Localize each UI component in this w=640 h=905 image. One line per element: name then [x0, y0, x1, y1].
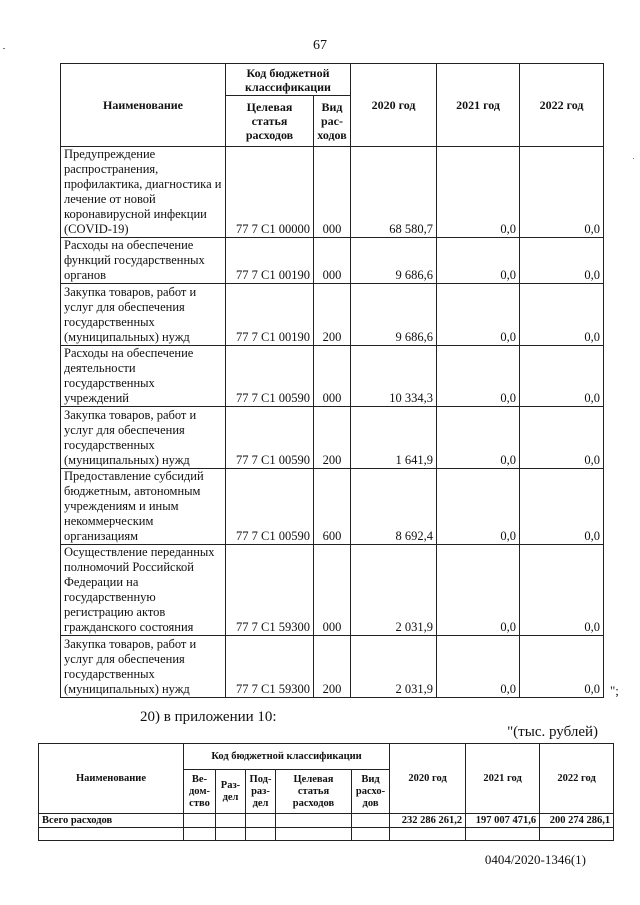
row-name: Осуществление переданных полномочий Российской Федерации на государственную регистрацию актов гражданского состояния — [61, 545, 226, 636]
row-kind: 200 — [314, 407, 351, 469]
table-row-total — [39, 814, 614, 828]
table-row — [61, 284, 604, 346]
header-2020: 2020 год — [390, 744, 466, 814]
table-row — [61, 545, 604, 636]
row-kind: 600 — [314, 469, 351, 545]
row-2021: 0,0 — [437, 636, 520, 698]
header-code-group: Код бюджетной классификации — [184, 744, 390, 770]
header-2021: 2021 год — [466, 744, 540, 814]
header-kind: Вид рас- ходов — [314, 96, 351, 147]
row-2021: 0,0 — [437, 147, 520, 238]
table-row — [61, 469, 604, 545]
row-name: Закупка товаров, работ и услуг для обеспечения государственных (муниципальных) нужд — [61, 407, 226, 469]
row-2020: 1 641,9 — [351, 407, 437, 469]
row-2020: 10 334,3 — [351, 346, 437, 407]
row-2020: 9 686,6 — [351, 284, 437, 346]
row-name: Предупреждение распространения, профилактика, диагностика и лечение от новой коронавирусной инфекции (COVID-19) — [61, 147, 226, 238]
header-target: Целевая статья расходов — [226, 96, 314, 147]
total-2021: 197 007 471,6 — [466, 814, 540, 828]
row-2022: 0,0 — [520, 238, 604, 284]
row-2021: 0,0 — [437, 284, 520, 346]
row-kind: 000 — [314, 238, 351, 284]
row-2022: 0,0 — [520, 346, 604, 407]
row-2021: 0,0 — [437, 545, 520, 636]
row-kind: 000 — [314, 545, 351, 636]
header-2022: 2022 год — [520, 64, 604, 147]
row-2021: 0,0 — [437, 238, 520, 284]
header-subsection: Под- раз- дел — [246, 770, 276, 814]
row-kind: 200 — [314, 636, 351, 698]
row-2022: 0,0 — [520, 469, 604, 545]
header-section: Раз- дел — [216, 770, 246, 814]
row-name: Расходы на обеспечение функций государственных органов — [61, 238, 226, 284]
header-2021: 2021 год — [437, 64, 520, 147]
row-2021: 0,0 — [437, 469, 520, 545]
unit-note: "(тыс. рублей) — [507, 724, 598, 740]
row-kind: 200 — [314, 284, 351, 346]
total-name: Всего расходов — [39, 814, 184, 828]
row-name: Закупка товаров, работ и услуг для обеспечения государственных (муниципальных) нужд — [61, 636, 226, 698]
table-row — [61, 346, 604, 407]
row-code: 77 7 С1 00190 — [226, 238, 314, 284]
row-name: Предоставление субсидий бюджетным, автономным учреждениям и иным некоммерческим организациям — [61, 469, 226, 545]
header-dept: Ве- дом- ство — [184, 770, 216, 814]
row-2022: 0,0 — [520, 407, 604, 469]
row-name: Расходы на обеспечение деятельности государственных учреждений — [61, 346, 226, 407]
row-code: 77 7 С1 00590 — [226, 469, 314, 545]
budget-table-appendix-9 — [60, 63, 604, 698]
row-2020: 68 580,7 — [351, 147, 437, 238]
header-2020: 2020 год — [351, 64, 437, 147]
table-row — [61, 407, 604, 469]
table-row — [61, 636, 604, 698]
row-2021: 0,0 — [437, 407, 520, 469]
row-2020: 8 692,4 — [351, 469, 437, 545]
row-2022: 0,0 — [520, 636, 604, 698]
row-2022: 0,0 — [520, 147, 604, 238]
row-code: 77 7 С1 00590 — [226, 407, 314, 469]
row-kind: 000 — [314, 346, 351, 407]
total-2020: 232 286 261,2 — [390, 814, 466, 828]
row-code: 77 7 С1 00190 — [226, 284, 314, 346]
closing-quote: "; — [610, 683, 619, 698]
row-code: 77 7 С1 00590 — [226, 346, 314, 407]
budget-table-appendix-10 — [38, 743, 614, 841]
header-target: Целевая статья расходов — [276, 770, 352, 814]
page-number: 67 — [313, 38, 327, 53]
table-row — [61, 238, 604, 284]
row-2020: 2 031,9 — [351, 636, 437, 698]
row-code: 77 7 С1 59300 — [226, 636, 314, 698]
scan-mark — [633, 158, 634, 159]
row-2022: 0,0 — [520, 545, 604, 636]
row-2022: 0,0 — [520, 284, 604, 346]
row-code: 77 7 С1 00000 — [226, 147, 314, 238]
table-row — [39, 828, 614, 841]
document-code: 0404/2020-1346(1) — [484, 852, 586, 867]
scan-mark — [3, 48, 5, 49]
row-name: Закупка товаров, работ и услуг для обеспечения государственных (муниципальных) нужд — [61, 284, 226, 346]
amendment-paragraph: 20) в приложении 10: — [140, 709, 277, 725]
header-code-group: Код бюджетной классификации — [226, 64, 351, 96]
row-2020: 9 686,6 — [351, 238, 437, 284]
table-row — [61, 147, 604, 238]
row-2021: 0,0 — [437, 346, 520, 407]
header-name: Наименование — [39, 744, 184, 814]
row-code: 77 7 С1 59300 — [226, 545, 314, 636]
header-kind: Вид расхо- дов — [352, 770, 390, 814]
row-kind: 000 — [314, 147, 351, 238]
header-2022: 2022 год — [540, 744, 614, 814]
total-2022: 200 274 286,1 — [540, 814, 614, 828]
row-2020: 2 031,9 — [351, 545, 437, 636]
header-name: Наименование — [61, 64, 226, 147]
